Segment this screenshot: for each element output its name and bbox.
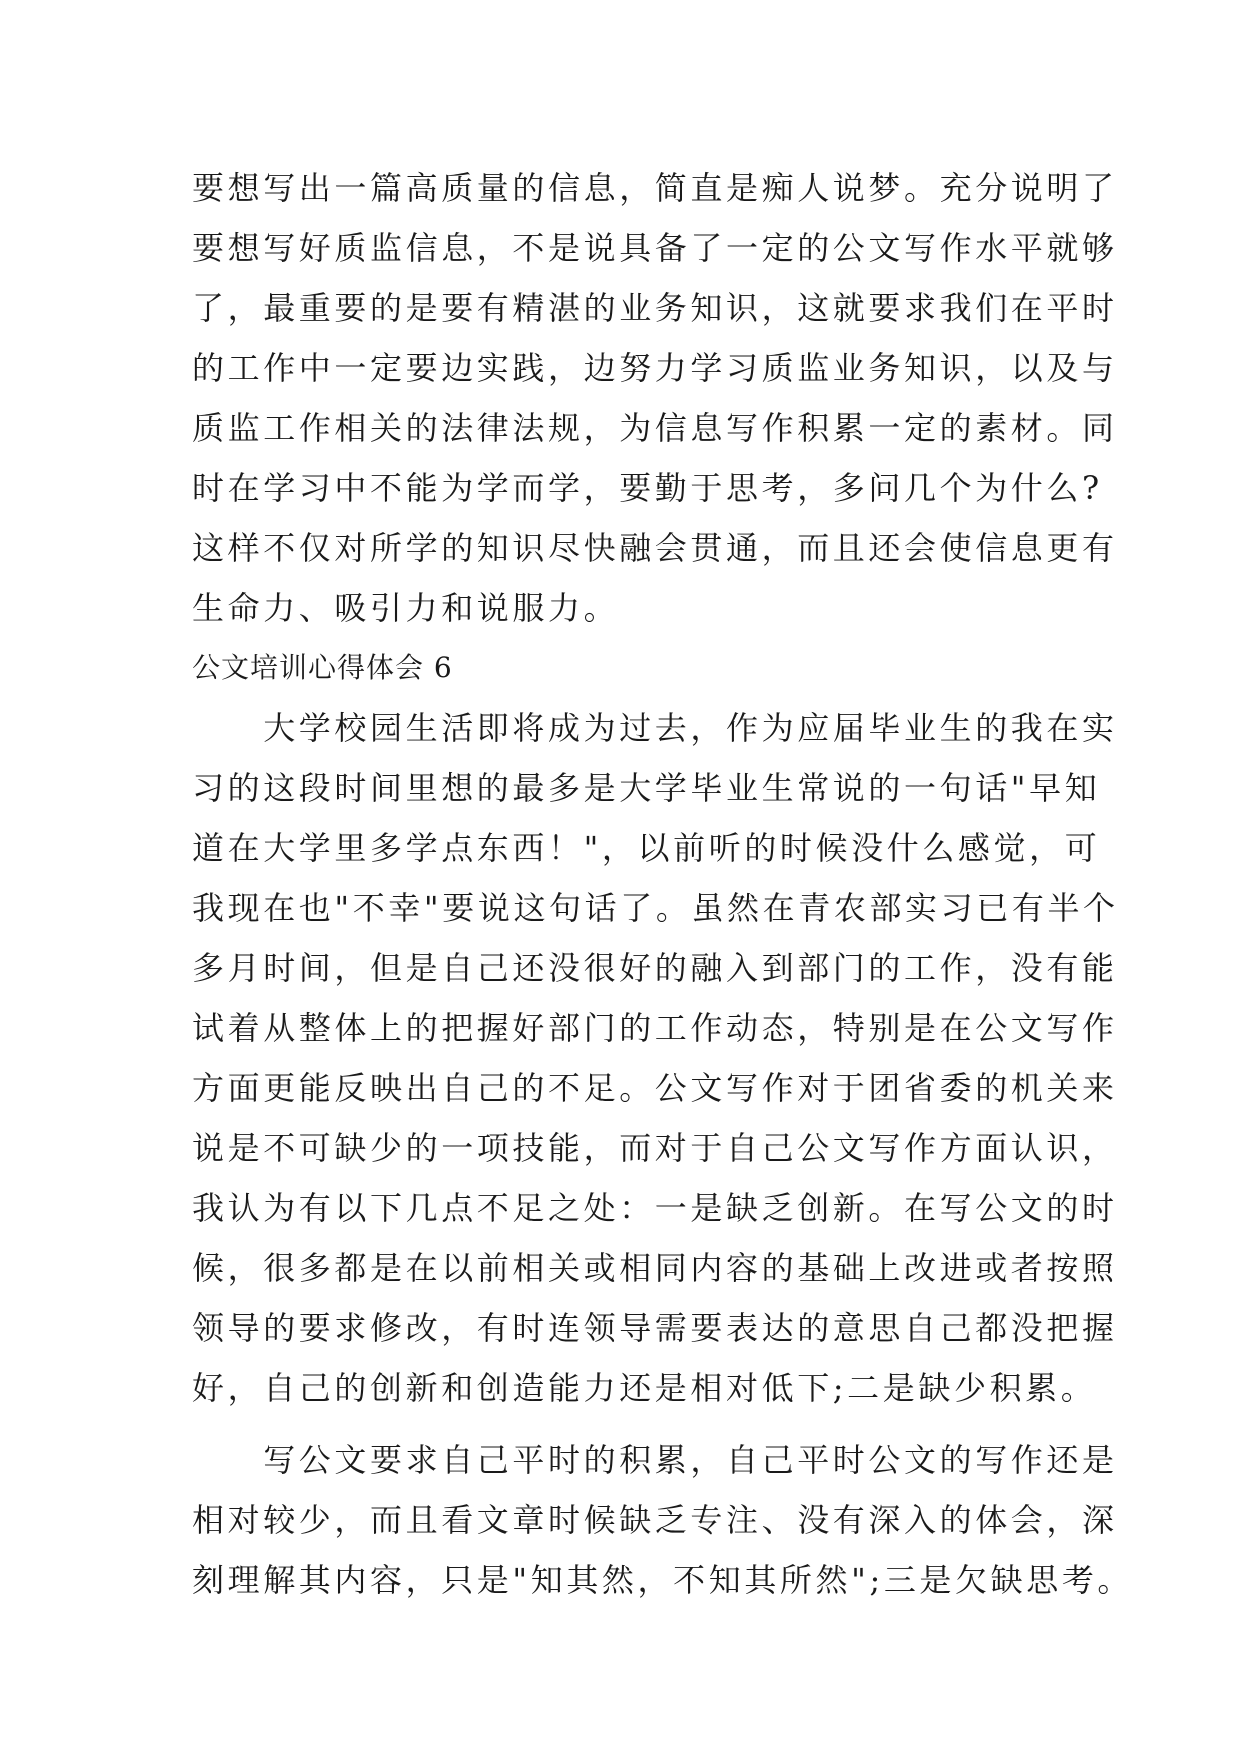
text-line: 了，最重要的是要有精湛的业务知识，这就要求我们在平时 (192, 289, 1118, 327)
paragraph-1 (192, 158, 1118, 638)
text-line: 时在学习中不能为学而学，要勤于思考，多问几个为什么? (192, 469, 1103, 507)
text-line: 道在大学里多学点东西！"，以前听的时候没什么感觉，可 (192, 829, 1101, 867)
text-line: 要想写好质监信息，不是说具备了一定的公文写作水平就够 (192, 229, 1118, 267)
text-line: 说是不可缺少的一项技能，而对于自己公文写作方面认识， (192, 1129, 1118, 1167)
text-line: 生命力、吸引力和说服力。 (192, 589, 620, 627)
text-line: 相对较少，而且看文章时候缺乏专注、没有深入的体会，深 (192, 1501, 1118, 1539)
text-line: 领导的要求修改，有时连领导需要表达的意思自己都没把握 (192, 1309, 1118, 1347)
text-line: 写公文要求自己平时的积累，自己平时公文的写作还是 (192, 1441, 1118, 1479)
paragraph-3 (192, 1430, 1134, 1610)
paragraph-2 (192, 698, 1119, 1418)
text-line: 习的这段时间里想的最多是大学毕业生常说的一句话"早知 (192, 769, 1101, 807)
text-line: 的工作中一定要边实践，边努力学习质监业务知识，以及与 (192, 349, 1118, 387)
document-body (192, 158, 1134, 1610)
text-line: 我现在也"不幸"要说这句话了。虽然在青农部实习已有半个 (192, 889, 1119, 927)
section-heading: 公文培训心得体会 6 (192, 651, 453, 684)
text-line: 我认为有以下几点不足之处：一是缺乏创新。在写公文的时 (192, 1189, 1118, 1227)
paragraph-spacer (192, 1418, 1072, 1430)
text-line: 候，很多都是在以前相关或相同内容的基础上改进或者按照 (192, 1249, 1118, 1287)
text-line: 好，自己的创新和创造能力还是相对低下;二是缺少积累。 (192, 1369, 1097, 1407)
text-line: 这样不仅对所学的知识尽快融会贯通，而且还会使信息更有 (192, 529, 1118, 567)
text-line: 多月时间，但是自己还没很好的融入到部门的工作，没有能 (192, 949, 1118, 987)
text-line: 方面更能反映出自己的不足。公文写作对于团省委的机关来 (192, 1069, 1118, 1107)
text-line: 质监工作相关的法律法规，为信息写作积累一定的素材。同 (192, 409, 1118, 447)
text-line: 刻理解其内容，只是"知其然，不知其所然";三是欠缺思考。 (192, 1561, 1134, 1599)
text-line: 要想写出一篇高质量的信息，简直是痴人说梦。充分说明了 (192, 169, 1118, 207)
text-line: 大学校园生活即将成为过去，作为应届毕业生的我在实 (192, 709, 1118, 747)
text-line: 试着从整体上的把握好部门的工作动态，特别是在公文写作 (192, 1009, 1118, 1047)
